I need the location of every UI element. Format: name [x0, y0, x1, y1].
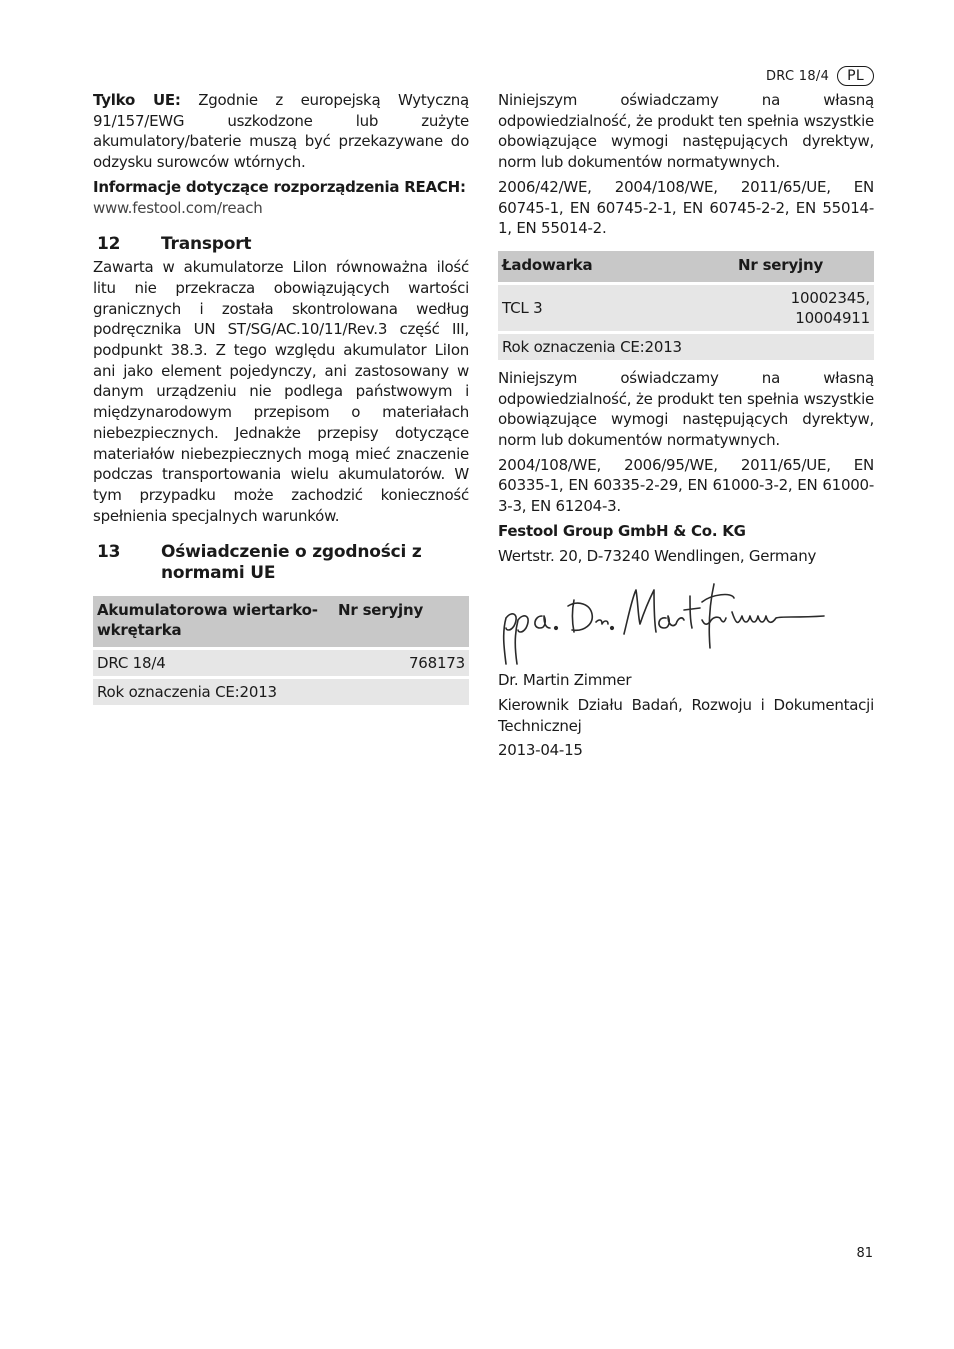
reach-link[interactable]: www.festool.com/reach	[93, 198, 263, 217]
eu-only-text: Zgodnie z europejską Wytyczną 91/157/EWG uszkodzone lub zużyte akumulatory/baterie muszą być przekazywane do odzysku surowców wtórnych.	[93, 91, 469, 172]
table-header-row	[93, 596, 469, 649]
section-12-title: Transport	[161, 234, 252, 255]
signer-name: Dr. Martin Zimmer	[498, 671, 632, 690]
product-cell: DRC 18/4	[93, 649, 334, 678]
language-badge: PL	[837, 66, 874, 86]
norms-paragraph-2: 2004/108/WE, 2006/95/WE, 2011/65/UE, EN 60335-1, EN 60335-2-29, EN 61000-3-2, EN 61000-3-3, EN 61204-3.	[498, 455, 874, 516]
serial-column-header: Nr seryjny	[734, 251, 874, 284]
reach-label: Informacje dotyczące rozporządzenia REACH:	[93, 177, 466, 196]
declaration-paragraph-2: Niniejszym oświadczamy na własną odpowiedzialność, że produkt ten spełnia wszystkie obowiązujące wymogi następujących dyrektyw, norm lub dokumentów normatywnych.	[498, 368, 874, 450]
table-row	[93, 649, 469, 678]
serial-cell: 768173	[334, 649, 469, 678]
table-row	[498, 332, 874, 360]
model-label: DRC 18/4	[765, 68, 830, 84]
signer-title: Kierownik Działu Badań, Rozwoju i Dokumentacji Technicznej	[498, 695, 874, 735]
section-13-number: 13	[97, 542, 121, 563]
left-column	[93, 90, 469, 705]
page-number: 81	[856, 1246, 873, 1261]
section-12-number: 12	[97, 234, 121, 255]
right-column	[498, 90, 874, 765]
product-cell: TCL 3	[498, 283, 734, 332]
serial-column-header: Nr seryjny	[334, 596, 469, 649]
serial-cell: 10002345, 10004911	[734, 283, 874, 332]
table-row	[93, 678, 469, 706]
table-row	[498, 283, 874, 332]
table-header-row	[498, 251, 874, 284]
eu-only-paragraph	[93, 90, 469, 173]
product-column-header: Ładowarka	[498, 251, 734, 284]
section-12-heading	[93, 234, 469, 255]
transport-paragraph: Zawarta w akumulatorze LiIon równoważna ilość litu nie przekracza obowiązujących wartości granicznych i została skontrolowana według podręcznika UN ST/SG/AC.10/11/Rev.3 część III, podpunkt 38.3. Z tego względu akumulator LiIon ani jako element pojedynczy, ani zastosowany w danym urządzeniu nie podlega państwowym i międzynarodowym przepisom o materiałach niebezpiecznych. Jednakże przepisy dotyczące materiałów niebezpiecznych mogą mieć znaczenie podczas transportowania wielu akumulatorów. W tym przypadku może zachodzić konieczność spełnienia specjalnych warunków.	[93, 258, 469, 525]
product-column-header: Akumulatorowa wiertarko-wkrętarka	[93, 596, 334, 649]
handwritten-signature	[498, 578, 828, 666]
norms-paragraph-1: 2006/42/WE, 2004/108/WE, 2011/65/UE, EN 60745-1, EN 60745-2-1, EN 60745-2-2, EN 55014-1, EN 55014-2.	[498, 177, 874, 238]
declaration-paragraph-1: Niniejszym oświadczamy na własną odpowiedzialność, że produkt ten spełnia wszystkie obowiązujące wymogi następujących dyrektyw, norm lub dokumentów normatywnych.	[498, 91, 874, 172]
charger-serial-table	[498, 251, 874, 360]
drill-serial-table	[93, 596, 469, 705]
reach-paragraph	[93, 177, 469, 218]
ce-year-cell: Rok oznaczenia CE:2013	[498, 332, 874, 360]
section-13-heading	[93, 542, 469, 584]
eu-only-label: Tylko UE:	[93, 91, 181, 109]
declaration-date: 2013-04-15	[498, 741, 583, 760]
page-header	[766, 66, 874, 86]
section-13-title: Oświadczenie o zgodności z normami UE	[161, 542, 422, 584]
ce-year-cell: Rok oznaczenia CE:2013	[93, 678, 469, 706]
company-name: Festool Group GmbH & Co. KG	[498, 521, 746, 540]
company-address: Wertstr. 20, D-73240 Wendlingen, Germany	[498, 546, 817, 565]
